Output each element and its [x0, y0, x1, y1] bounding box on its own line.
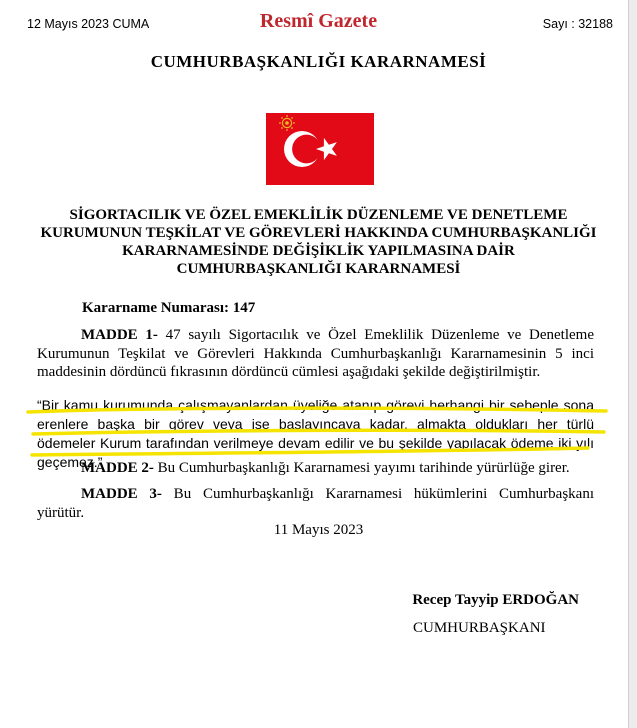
article-2-label: MADDE 2-: [81, 460, 154, 476]
article-1: [37, 326, 594, 382]
signing-date: 11 Mayıs 2023: [273, 522, 364, 538]
document-type-heading: CUMHURBAŞKANLIĞI KARARNAMESİ: [150, 52, 487, 71]
signatory-first-name: Recep Tayyip: [412, 592, 503, 608]
decree-title-line: KURUMUNUN TEŞKİLAT VE GÖREVLERİ HAKKINDA CUMHURBAŞKANLIĞI: [40, 225, 597, 241]
decree-title-line: CUMHURBAŞKANLIĞI KARARNAMESİ: [176, 261, 461, 277]
page-scrollbar[interactable]: [628, 0, 637, 728]
decree-title-line: SİGORTACILIK VE ÖZEL EMEKLİLİK DÜZENLEME VE DENETLEME: [69, 207, 568, 223]
article-3: [37, 485, 594, 522]
signatory-last-name: ERDOĞAN: [502, 592, 579, 608]
signatory-name: [412, 592, 579, 609]
issue-number: Sayı : 32188: [542, 17, 613, 31]
header-date: 12 Mayıs 2023 CUMA: [27, 17, 150, 31]
article-3-label: MADDE 3-: [81, 486, 162, 502]
decree-number: Kararname Numarası: 147: [82, 300, 256, 316]
article-1-label: MADDE 1-: [81, 327, 158, 343]
decree-title: [30, 206, 607, 278]
amended-sentence-quote: “Bir kamu kurumunda çalışmayanlardan üyeliğe atanıp görevi herhangi bir sebeple sona erenlere başka bir görev veya işe başlayıncaya kadar, almakta oldukları her türlü ödemeler Kurum tarafından verilmeye devam edilir ve bu şekilde yapılacak ödeme iki yılı geçemez.”: [37, 397, 594, 470]
article-1-text: 47 sayılı Sigortacılık ve Özel Emeklilik Düzenleme ve Denetleme Kurumunun Teşkilat ve Görevleri Hakkında Cumhurbaşkanlığı Kararnamesinin 5 inci maddesinin dördüncü fıkrasının dördüncü cümlesi aşağıdaki şekilde değiştirilmiştir.: [37, 327, 594, 380]
decree-title-line: KARARNAMESİNDE DEĞİŞİKLİK YAPILMASINA DAİR: [122, 243, 515, 259]
signatory-title: CUMHURBAŞKANI: [413, 620, 546, 636]
article-2: [37, 459, 594, 478]
article-3-text: Bu Cumhurbaşkanlığı Kararnamesi hükümlerini Cumhurbaşkanı yürütür.: [37, 486, 595, 521]
turkish-flag-icon: [266, 113, 374, 185]
gazette-title: Resmî Gazete: [259, 10, 378, 32]
article-2-text: Bu Cumhurbaşkanlığı Kararnamesi yayımı tarihinde yürürlüğe girer.: [153, 460, 570, 476]
